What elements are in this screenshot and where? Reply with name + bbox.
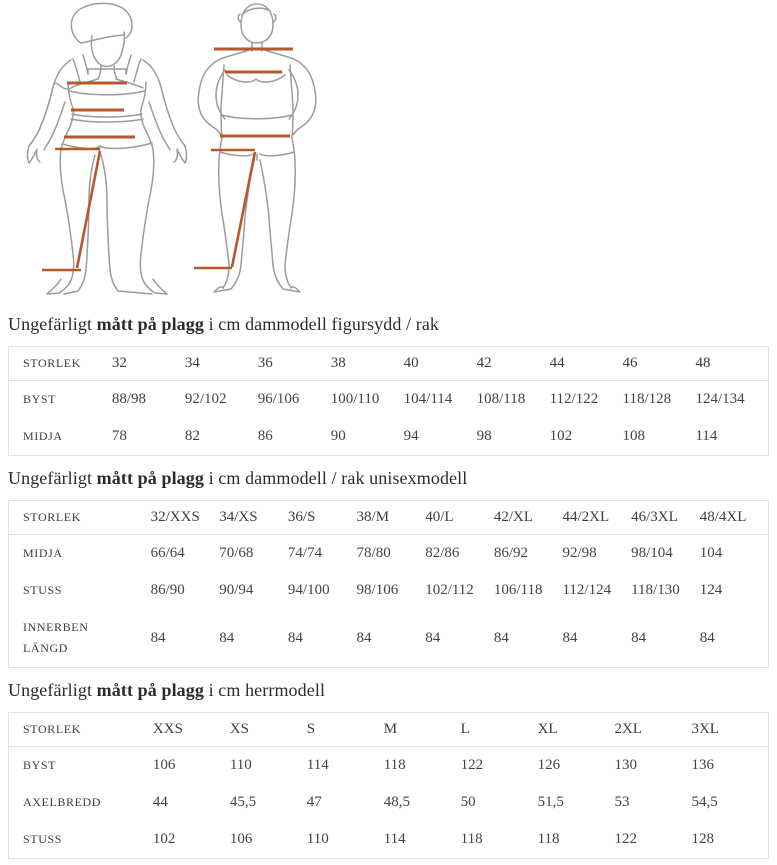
col-header: 44/2XL [562,501,631,535]
heading-dam-unisex [8,468,769,489]
col-header: XL [538,713,615,747]
col-header: 32/XXS [151,501,220,535]
col-header: 2XL [615,713,692,747]
col-header: 34/XS [219,501,288,535]
heading-text: i cm dammodell figursydd / rak [203,314,440,334]
heading-bold-text: mått på plagg [96,680,204,700]
col-header: 3XL [691,713,768,747]
cell: 118/130 [631,582,680,598]
cell: 98/106 [356,582,399,598]
cell: 98 [476,428,492,444]
table-row-midja [9,418,769,456]
cell: 118 [460,831,483,847]
cell: 86 [257,428,273,444]
heading-herrmodell [8,680,769,701]
col-header-storlek: STORLEK [9,347,112,381]
cell: 128 [691,831,714,847]
col-header: 42/XL [494,501,563,535]
row-label: BYST [23,758,57,772]
cell: 84 [562,629,578,646]
table-row-midja [9,535,769,573]
col-header-storlek: STORLEK [9,501,151,535]
cell: 86/90 [150,582,185,598]
cell: 112/124 [562,582,612,598]
heading-bold-text: mått på plagg [96,468,204,488]
cell: 98/104 [631,545,673,561]
cell: 108 [622,428,646,444]
col-header: 48 [695,347,768,381]
size-table-dam-figursydd [8,346,769,456]
cell: 104 [699,545,723,561]
cell: 126 [537,757,561,773]
col-header: 48/4XL [700,501,769,535]
cell: 84 [287,629,303,646]
col-header: 36 [258,347,331,381]
cell: 74/74 [287,545,323,561]
row-label: STUSS [23,583,63,597]
col-header: 46/3XL [631,501,700,535]
cell: 118/128 [622,391,672,407]
table-row-axelbredd [9,784,769,821]
cell: 47 [306,794,322,810]
cell: 94 [403,428,419,444]
cell: 106 [152,757,176,773]
measurement-figures [8,2,769,302]
cell: 104/114 [403,391,453,407]
col-header: 42 [477,347,550,381]
col-header: 46 [623,347,696,381]
cell: 94/100 [287,582,330,598]
heading-text: Ungefärligt [8,680,97,700]
cell: 118 [383,757,406,773]
table-header-row [9,501,769,535]
col-header: S [307,713,384,747]
cell: 90 [330,428,346,444]
table-row-stuss [9,572,769,609]
cell: 106/118 [493,582,543,598]
cell: 114 [383,831,406,847]
cell: 90/94 [219,582,254,598]
cell: 96/106 [257,391,300,407]
cell: 82/86 [425,545,460,561]
table-row-stuss [9,821,769,859]
cell: 45,5 [229,794,257,810]
cell: 84 [493,629,509,646]
row-label: MIDJA [23,429,63,443]
heading-text: Ungefärligt [8,314,97,334]
cell: 84 [631,629,647,646]
cell: 44 [152,794,168,810]
table-row-innerben-langd [9,609,769,668]
heading-text: i cm dammodell / rak unisexmodell [203,468,468,488]
female-inner-leg-measure-line [77,151,100,268]
table-row-byst [9,747,769,785]
col-header: 38/M [357,501,426,535]
row-label: INNERBEN LÄNGD [23,620,89,655]
cell: 84 [356,629,372,646]
cell: 102 [549,428,573,444]
row-label: MIDJA [23,546,63,560]
cell: 82 [184,428,200,444]
cell: 78/80 [356,545,391,561]
size-table-dam-unisex [8,500,769,668]
cell: 53 [614,794,630,810]
cell: 88/98 [111,391,147,407]
body-measurement-illustration [8,2,340,302]
cell: 114 [695,428,718,444]
cell: 114 [306,757,329,773]
cell: 106 [229,831,253,847]
cell: 100/110 [330,391,380,407]
cell: 110 [229,757,252,773]
col-header-storlek: STORLEK [9,713,153,747]
cell: 124/134 [695,391,745,407]
col-header: M [384,713,461,747]
col-header: L [461,713,538,747]
cell: 84 [425,629,441,646]
cell: 84 [150,629,166,646]
col-header: 34 [185,347,258,381]
table-row-byst [9,381,769,419]
row-label: BYST [23,392,57,406]
col-header: 32 [112,347,185,381]
heading-dam-figursydd [8,314,769,335]
cell: 92/98 [562,545,597,561]
cell: 86/92 [493,545,528,561]
cell: 51,5 [537,794,564,810]
cell: 66/64 [150,545,185,561]
col-header: 40/L [425,501,494,535]
cell: 110 [306,831,329,847]
cell: 108/118 [476,391,526,407]
cell: 70/68 [219,545,254,561]
cell: 122 [614,831,638,847]
heading-text: Ungefärligt [8,468,97,488]
col-header: 38 [331,347,404,381]
cell: 136 [691,757,714,773]
cell: 130 [614,757,638,773]
female-figure-outline [28,3,187,294]
cell: 54,5 [691,794,718,810]
col-header: XXS [153,713,230,747]
cell: 92/102 [184,391,227,407]
col-header: 44 [550,347,623,381]
col-header: 36/S [288,501,357,535]
cell: 102 [152,831,176,847]
male-figure-outline [198,4,316,292]
cell: 78 [111,428,127,444]
cell: 124 [699,582,723,598]
male-inner-leg-measure-line [232,152,255,267]
cell: 118 [537,831,560,847]
cell: 48,5 [383,794,410,810]
col-header: XS [230,713,307,747]
heading-text: i cm herrmodell [203,680,326,700]
cell: 102/112 [425,582,474,598]
cell: 112/122 [549,391,599,407]
cell: 50 [460,794,476,810]
col-header: 40 [404,347,477,381]
cell: 84 [699,629,715,646]
table-header-row [9,713,769,747]
cell: 122 [460,757,484,773]
row-label: STUSS [23,832,63,846]
row-label: AXELBREDD [23,795,102,809]
table-header-row [9,347,769,381]
heading-bold-text: mått på plagg [96,314,204,334]
cell: 84 [219,629,235,646]
size-table-herrmodell [8,712,769,859]
